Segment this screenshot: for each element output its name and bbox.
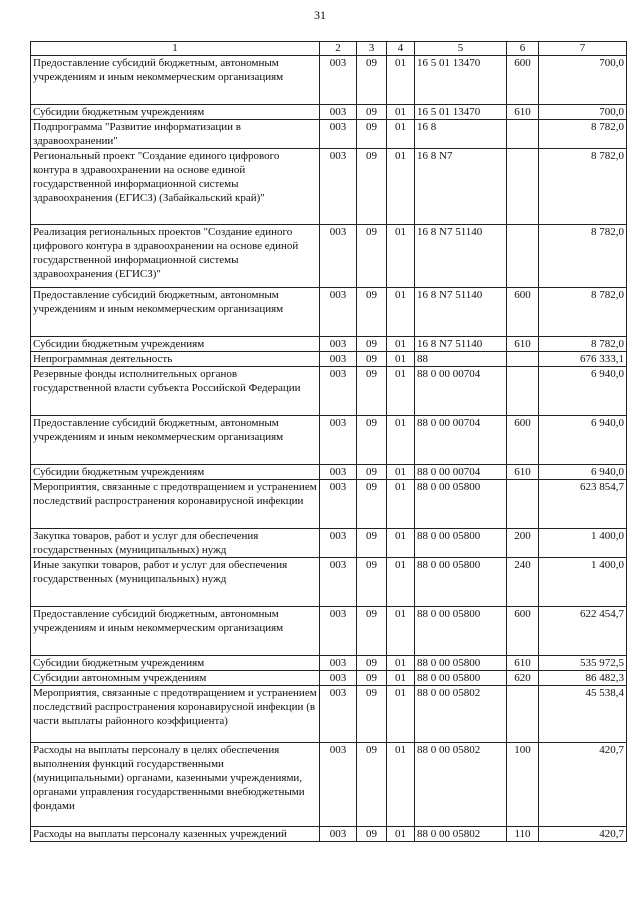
ministry-code: 003 bbox=[320, 480, 357, 529]
table-row bbox=[31, 352, 627, 367]
target-article-code: 16 5 01 13470 bbox=[415, 56, 507, 105]
expense-type-code: 600 bbox=[507, 607, 539, 656]
budget-item-name: Непрограммная деятельность bbox=[31, 352, 320, 367]
column-header: 5 bbox=[415, 42, 507, 56]
expense-type-code: 200 bbox=[507, 529, 539, 558]
budget-item-name: Предоставление субсидий бюджетным, автономным учреждениям и иным некоммерческим организациям bbox=[31, 607, 320, 656]
table-row bbox=[31, 465, 627, 480]
target-article-code: 88 0 00 00704 bbox=[415, 465, 507, 480]
section-code: 09 bbox=[357, 56, 387, 105]
expense-type-code: 620 bbox=[507, 671, 539, 686]
ministry-code: 003 bbox=[320, 416, 357, 465]
subsection-code: 01 bbox=[387, 367, 415, 416]
target-article-code: 88 0 00 05802 bbox=[415, 827, 507, 842]
section-code: 09 bbox=[357, 656, 387, 671]
amount: 86 482,3 bbox=[539, 671, 627, 686]
column-header: 1 bbox=[31, 42, 320, 56]
target-article-code: 16 8 N7 bbox=[415, 149, 507, 225]
subsection-code: 01 bbox=[387, 149, 415, 225]
table-row bbox=[31, 288, 627, 337]
ministry-code: 003 bbox=[320, 656, 357, 671]
page-number: 31 bbox=[314, 8, 326, 22]
budget-item-name: Мероприятия, связанные с предотвращением и устранением последствий распространения коронавирусной инфекции bbox=[31, 480, 320, 529]
budget-item-name: Расходы на выплаты персоналу в целях обеспечения выполнения функций государственными (муниципальными) органами, казенными учреждениями, органами управления государственными внебюджетными фондами bbox=[31, 743, 320, 827]
table-row bbox=[31, 686, 627, 743]
subsection-code: 01 bbox=[387, 56, 415, 105]
subsection-code: 01 bbox=[387, 656, 415, 671]
ministry-code: 003 bbox=[320, 367, 357, 416]
expense-type-code: 240 bbox=[507, 558, 539, 607]
ministry-code: 003 bbox=[320, 105, 357, 120]
target-article-code: 16 8 N7 51140 bbox=[415, 337, 507, 352]
target-article-code: 16 8 N7 51140 bbox=[415, 225, 507, 288]
section-code: 09 bbox=[357, 671, 387, 686]
expense-type-code bbox=[507, 352, 539, 367]
table-row bbox=[31, 367, 627, 416]
subsection-code: 01 bbox=[387, 607, 415, 656]
budget-item-name: Закупка товаров, работ и услуг для обеспечения государственных (муниципальных) нужд bbox=[31, 529, 320, 558]
subsection-code: 01 bbox=[387, 120, 415, 149]
amount: 420,7 bbox=[539, 743, 627, 827]
section-code: 09 bbox=[357, 288, 387, 337]
budget-item-name: Реализация региональных проектов "Создание единого цифрового контура в здравоохранении на основе единой государственной информационной системы здравоохранения (ЕГИСЗ)" bbox=[31, 225, 320, 288]
section-code: 09 bbox=[357, 480, 387, 529]
column-header: 7 bbox=[539, 42, 627, 56]
ministry-code: 003 bbox=[320, 827, 357, 842]
table-row bbox=[31, 480, 627, 529]
section-code: 09 bbox=[357, 827, 387, 842]
ministry-code: 003 bbox=[320, 149, 357, 225]
budget-item-name: Региональный проект "Создание единого цифрового контура в здравоохранении на основе единой государственной информационной системы здравоохранения (ЕГИСЗ) (Забайкальский край)" bbox=[31, 149, 320, 225]
expense-type-code: 600 bbox=[507, 416, 539, 465]
amount: 622 454,7 bbox=[539, 607, 627, 656]
table-row bbox=[31, 56, 627, 105]
expense-type-code bbox=[507, 149, 539, 225]
budget-item-name: Расходы на выплаты персоналу казенных учреждений bbox=[31, 827, 320, 842]
ministry-code: 003 bbox=[320, 558, 357, 607]
ministry-code: 003 bbox=[320, 671, 357, 686]
expense-type-code bbox=[507, 480, 539, 529]
budget-item-name: Подпрограмма "Развитие информатизации в здравоохранении" bbox=[31, 120, 320, 149]
column-header: 3 bbox=[357, 42, 387, 56]
budget-item-name: Предоставление субсидий бюджетным, автономным учреждениям и иным некоммерческим организациям bbox=[31, 288, 320, 337]
expense-type-code: 610 bbox=[507, 656, 539, 671]
amount: 8 782,0 bbox=[539, 120, 627, 149]
table-row bbox=[31, 105, 627, 120]
budget-item-name: Субсидии бюджетным учреждениям bbox=[31, 465, 320, 480]
amount: 6 940,0 bbox=[539, 416, 627, 465]
budget-item-name: Предоставление субсидий бюджетным, автономным учреждениям и иным некоммерческим организациям bbox=[31, 416, 320, 465]
amount: 420,7 bbox=[539, 827, 627, 842]
amount: 700,0 bbox=[539, 56, 627, 105]
ministry-code: 003 bbox=[320, 686, 357, 743]
target-article-code: 16 8 N7 51140 bbox=[415, 288, 507, 337]
target-article-code: 88 0 00 05800 bbox=[415, 671, 507, 686]
amount: 1 400,0 bbox=[539, 558, 627, 607]
subsection-code: 01 bbox=[387, 480, 415, 529]
table-row bbox=[31, 656, 627, 671]
column-header: 6 bbox=[507, 42, 539, 56]
table-row bbox=[31, 529, 627, 558]
target-article-code: 88 0 00 05800 bbox=[415, 480, 507, 529]
target-article-code: 88 bbox=[415, 352, 507, 367]
ministry-code: 003 bbox=[320, 607, 357, 656]
section-code: 09 bbox=[357, 120, 387, 149]
ministry-code: 003 bbox=[320, 352, 357, 367]
expense-type-code: 600 bbox=[507, 56, 539, 105]
amount: 6 940,0 bbox=[539, 465, 627, 480]
target-article-code: 88 0 00 05800 bbox=[415, 656, 507, 671]
target-article-code: 88 0 00 05800 bbox=[415, 558, 507, 607]
ministry-code: 003 bbox=[320, 56, 357, 105]
amount: 45 538,4 bbox=[539, 686, 627, 743]
table-row bbox=[31, 225, 627, 288]
table-row bbox=[31, 743, 627, 827]
section-code: 09 bbox=[357, 558, 387, 607]
section-code: 09 bbox=[357, 686, 387, 743]
expense-type-code bbox=[507, 225, 539, 288]
expense-type-code: 610 bbox=[507, 465, 539, 480]
amount: 8 782,0 bbox=[539, 225, 627, 288]
table-row bbox=[31, 120, 627, 149]
ministry-code: 003 bbox=[320, 288, 357, 337]
ministry-code: 003 bbox=[320, 465, 357, 480]
subsection-code: 01 bbox=[387, 288, 415, 337]
target-article-code: 88 0 00 00704 bbox=[415, 367, 507, 416]
subsection-code: 01 bbox=[387, 827, 415, 842]
amount: 8 782,0 bbox=[539, 149, 627, 225]
section-code: 09 bbox=[357, 149, 387, 225]
budget-item-name: Субсидии автономным учреждениям bbox=[31, 671, 320, 686]
section-code: 09 bbox=[357, 416, 387, 465]
section-code: 09 bbox=[357, 743, 387, 827]
table-row bbox=[31, 558, 627, 607]
expense-type-code bbox=[507, 686, 539, 743]
section-code: 09 bbox=[357, 367, 387, 416]
section-code: 09 bbox=[357, 337, 387, 352]
amount: 8 782,0 bbox=[539, 288, 627, 337]
subsection-code: 01 bbox=[387, 558, 415, 607]
section-code: 09 bbox=[357, 529, 387, 558]
section-code: 09 bbox=[357, 225, 387, 288]
expense-type-code: 610 bbox=[507, 105, 539, 120]
ministry-code: 003 bbox=[320, 337, 357, 352]
table-row bbox=[31, 337, 627, 352]
expense-type-code: 110 bbox=[507, 827, 539, 842]
column-header: 4 bbox=[387, 42, 415, 56]
expense-type-code bbox=[507, 367, 539, 416]
budget-table bbox=[30, 41, 627, 842]
amount: 623 854,7 bbox=[539, 480, 627, 529]
target-article-code: 88 0 00 00704 bbox=[415, 416, 507, 465]
ministry-code: 003 bbox=[320, 120, 357, 149]
target-article-code: 88 0 00 05800 bbox=[415, 529, 507, 558]
target-article-code: 16 5 01 13470 bbox=[415, 105, 507, 120]
amount: 700,0 bbox=[539, 105, 627, 120]
budget-item-name: Субсидии бюджетным учреждениям bbox=[31, 656, 320, 671]
table-row bbox=[31, 416, 627, 465]
subsection-code: 01 bbox=[387, 686, 415, 743]
budget-item-name: Субсидии бюджетным учреждениям bbox=[31, 105, 320, 120]
amount: 676 333,1 bbox=[539, 352, 627, 367]
column-number-row bbox=[31, 42, 627, 56]
subsection-code: 01 bbox=[387, 416, 415, 465]
subsection-code: 01 bbox=[387, 105, 415, 120]
amount: 6 940,0 bbox=[539, 367, 627, 416]
subsection-code: 01 bbox=[387, 337, 415, 352]
section-code: 09 bbox=[357, 607, 387, 656]
subsection-code: 01 bbox=[387, 352, 415, 367]
target-article-code: 88 0 00 05802 bbox=[415, 686, 507, 743]
table-row bbox=[31, 671, 627, 686]
table-row bbox=[31, 827, 627, 842]
target-article-code: 16 8 bbox=[415, 120, 507, 149]
expense-type-code bbox=[507, 120, 539, 149]
budget-item-name: Предоставление субсидий бюджетным, автономным учреждениям и иным некоммерческим организациям bbox=[31, 56, 320, 105]
subsection-code: 01 bbox=[387, 225, 415, 288]
section-code: 09 bbox=[357, 352, 387, 367]
expense-type-code: 100 bbox=[507, 743, 539, 827]
subsection-code: 01 bbox=[387, 671, 415, 686]
amount: 535 972,5 bbox=[539, 656, 627, 671]
budget-item-name: Мероприятия, связанные с предотвращением и устранением последствий распространения коронавирусной инфекции (в части выплаты районного коэффициента) bbox=[31, 686, 320, 743]
subsection-code: 01 bbox=[387, 529, 415, 558]
target-article-code: 88 0 00 05800 bbox=[415, 607, 507, 656]
target-article-code: 88 0 00 05802 bbox=[415, 743, 507, 827]
subsection-code: 01 bbox=[387, 743, 415, 827]
subsection-code: 01 bbox=[387, 465, 415, 480]
column-header: 2 bbox=[320, 42, 357, 56]
expense-type-code: 600 bbox=[507, 288, 539, 337]
ministry-code: 003 bbox=[320, 743, 357, 827]
section-code: 09 bbox=[357, 465, 387, 480]
ministry-code: 003 bbox=[320, 529, 357, 558]
expense-type-code: 610 bbox=[507, 337, 539, 352]
table-row bbox=[31, 607, 627, 656]
ministry-code: 003 bbox=[320, 225, 357, 288]
section-code: 09 bbox=[357, 105, 387, 120]
budget-item-name: Субсидии бюджетным учреждениям bbox=[31, 337, 320, 352]
amount: 8 782,0 bbox=[539, 337, 627, 352]
budget-item-name: Резервные фонды исполнительных органов государственной власти субъекта Российской Федерации bbox=[31, 367, 320, 416]
amount: 1 400,0 bbox=[539, 529, 627, 558]
table-row bbox=[31, 149, 627, 225]
budget-item-name: Иные закупки товаров, работ и услуг для обеспечения государственных (муниципальных) нужд bbox=[31, 558, 320, 607]
